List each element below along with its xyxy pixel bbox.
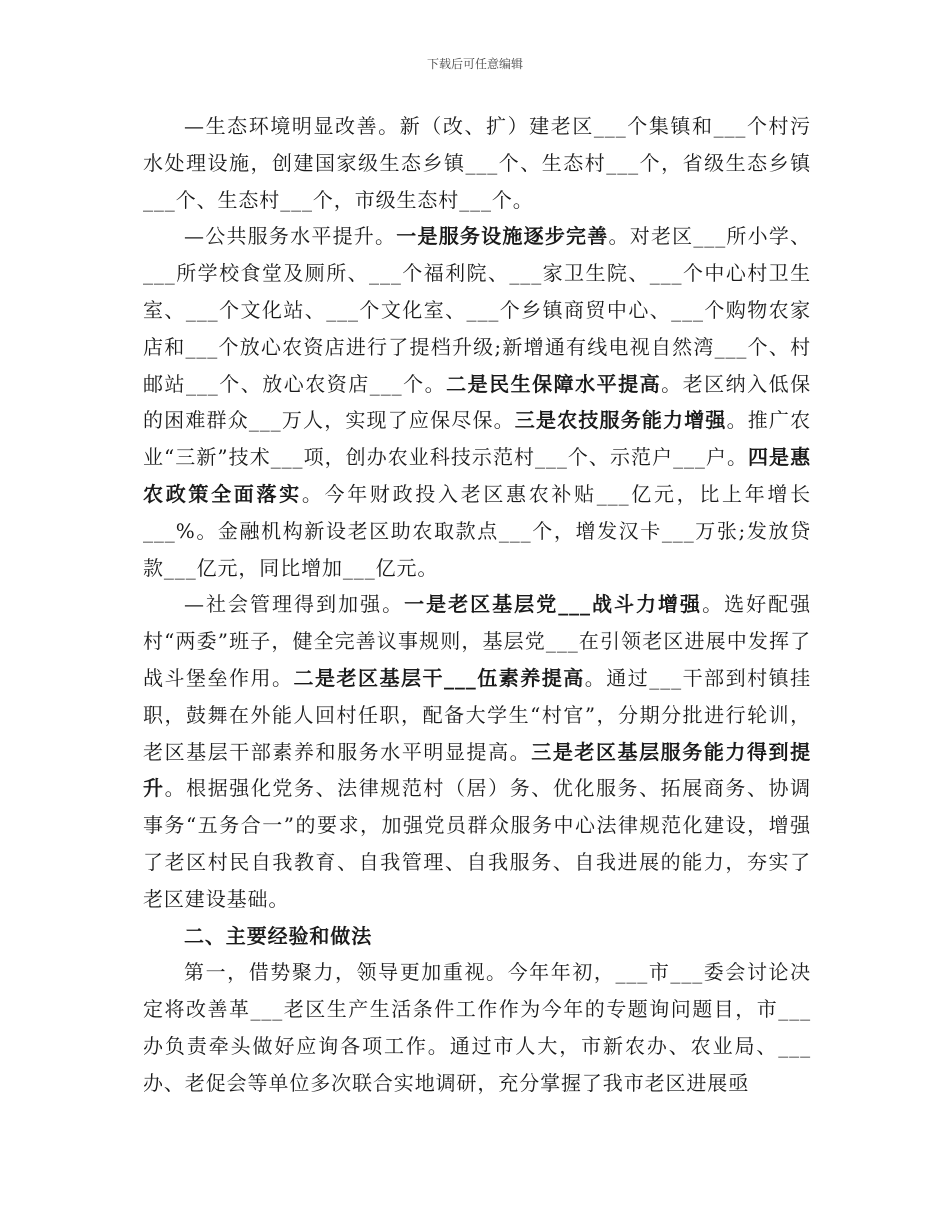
- point-four-policy: 四是惠农政策全面落实: [143, 445, 811, 506]
- page-header: 下载后可任意编辑: [426, 57, 523, 71]
- paragraph-social-management: [143, 586, 811, 917]
- party-text: 。选好配强村“两委”班子，健全完善议事规则，基层党___在引领老区进展中发挥了战斗堡垒作用。: [143, 592, 812, 690]
- policy-text: 。今年财政投入老区惠农补贴___亿元，比上年增长___%。金融机构新设老区助农取款点___个，增发汉卡___万张;发放贷款___亿元，同比增加___亿元。: [143, 481, 811, 580]
- point-two-livelihood: 二是民生保障水平提高: [446, 371, 662, 396]
- social-management-intro: —社会管理得到加强。: [184, 592, 405, 617]
- point-three-agritech: 三是农技服务能力增强: [514, 408, 727, 433]
- point-two-cadres: 二是老区基层干___伍素养提高: [293, 665, 585, 690]
- ecology-text: —生态环境明显改善。新（改、扩）建老区___个集镇和___个村污水处理设施，创建国家级生态乡镇___个、生态村___个，省级生态乡镇___个、生态村___个，市级生态村___个。: [143, 114, 811, 212]
- document-body: [143, 108, 811, 1102]
- cadres-text: 。通过___干部到村镇挂职，鼓舞在外能人回村任职，配备大学生“村官”，分期分批进行轮训，老区基层干部素养和服务水平明显提高。: [143, 665, 811, 764]
- agritech-text: 。推广农业“三新”技术___项，创办农业科技示范村___个、示范户___户。: [143, 408, 811, 470]
- facilities-text: 。对老区___所小学、___所学校食堂及厕所、___个福利院、___家卫生院、___个中心村卫生室、___个文化站、___个文化室、___个乡镇商贸中心、___个购物农家店和___个放心农资店进行了提档升级;新增通有线电视自然湾___个、村邮站___个、放心农资店___个。: [143, 224, 811, 396]
- paragraph-ecology: [143, 108, 811, 218]
- paragraph-public-services: [143, 218, 811, 586]
- point-one-facilities: 一是服务设施逐步完善: [396, 224, 609, 249]
- paragraph-first-experience: 第一，借势聚力，领导更加重视。今年年初，___市___委会讨论决定将改善革___老区生产生活条件工作作为今年的专题询问题目，市___办负责牵头做好应询各项工作。通过市人大，市新农办、农业局、___办、老促会等单位多次联合实地调研，充分掌握了我市老区进展亟: [143, 960, 811, 1095]
- public-services-intro: —公共服务水平提升。: [184, 224, 397, 249]
- livelihood-text: 。老区纳入低保的困难群众___万人，实现了应保尽保。: [143, 371, 811, 433]
- section-heading: 二、主要经验和做法: [184, 923, 373, 948]
- point-one-party: 一是老区基层党___战斗力增强: [404, 592, 703, 617]
- service-text: 。根据强化党务、法律规范村（居）务、优化服务、拓展商务、协调事务“五务合一”的要求，加强党员群众服务中心法律规范化建设，增强了老区村民自我教育、自我管理、自我服务、自我进展的能力，夯实了老区建设基础。: [143, 776, 812, 911]
- point-three-service: 三是老区基层服务能力得到提升: [143, 739, 812, 801]
